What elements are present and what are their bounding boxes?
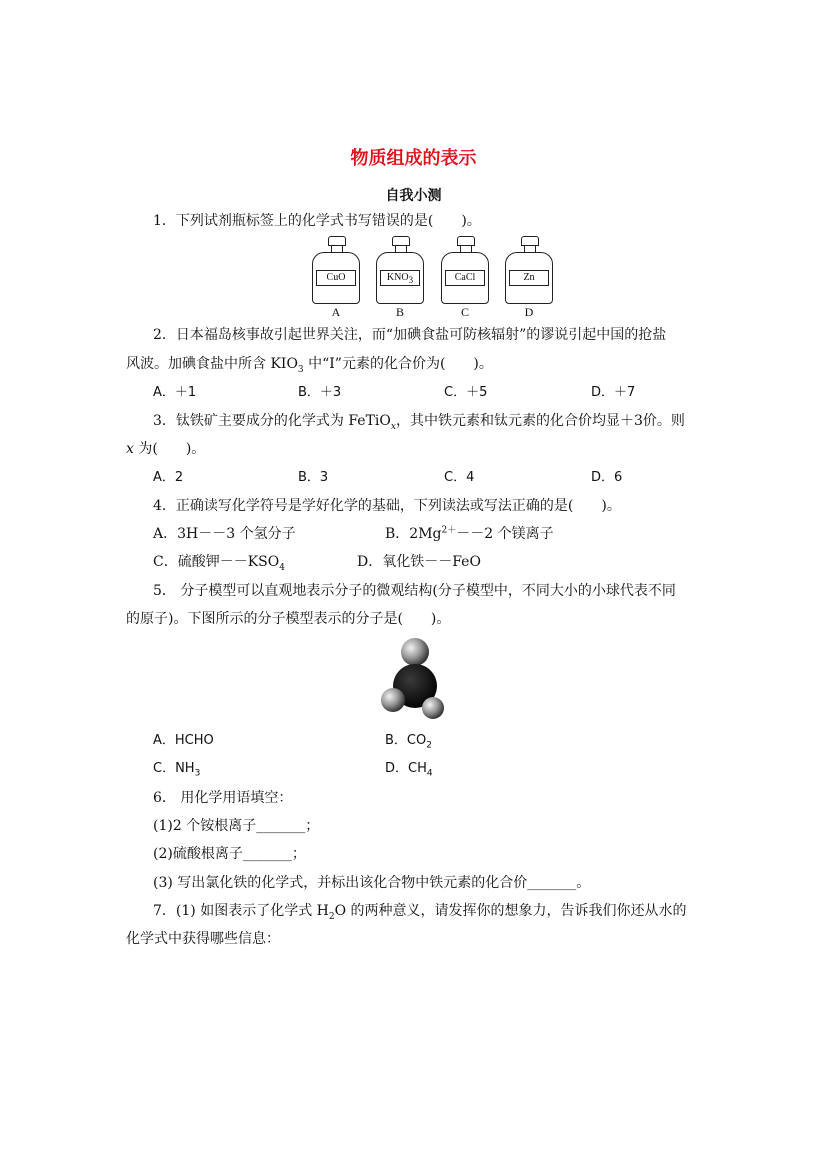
question-7-line1: 7．(1) 如图表示了化学式 $H_2O$ 的两种意义，请发挥你的想象力，告诉我们你还从水的 (153, 903, 687, 922)
q3-option-d: D．6 (591, 470, 623, 485)
bottle-label: CuO (316, 270, 356, 286)
q4-option-a: A．3H－－3 个氢分子 (153, 526, 296, 542)
q2-option-a: A．＋1 (153, 385, 197, 400)
q3-option-c: C．4 (444, 470, 475, 485)
bottle-letter: D (524, 305, 534, 319)
q5-option-d: D．$CH_4$ (385, 761, 433, 779)
question-1: 1．下列试剂瓶标签上的化学式书写错误的是( )。 (153, 213, 481, 229)
q3-option-a: A．2 (153, 470, 184, 485)
q5-option-a: A．HCHO (153, 733, 214, 748)
question-7-line2: 化学式中获得哪些信息： (126, 931, 280, 947)
q6-part-1: (1)2 个铵根离子_______； (153, 818, 320, 834)
q4-option-c: C．硫酸钾$--KSO_4$ (153, 554, 285, 573)
small-atom-left (381, 688, 405, 712)
question-4: 4．正确读写化学符号是学好化学的基础，下列读法或写法正确的是( )。 (153, 498, 621, 514)
q2-option-c: C．＋5 (444, 385, 488, 400)
question-3-line1: 3．钛铁矿主要成分的化学式为 FeTiO$_x$，其中铁元素和钛元素的化合价均显＋3价。则 (153, 413, 685, 432)
question-2-line1: 2．日本福岛核事故引起世界关注，而“加碘食盐可防核辐射”的谬说引起中国的抢盐 (153, 327, 667, 343)
question-5-line2: 的原子)。下图所示的分子模型表示的分子是( )。 (126, 611, 451, 627)
q2-option-b: B．＋3 (298, 385, 342, 400)
q5-option-c: C．$NH_3$ (153, 761, 201, 779)
question-2-line2: 风波。加碘食盐中所含 $KIO_3$ 中“I”元素的化合价为( )。 (126, 356, 493, 375)
q6-part-2: (2)硫酸根离子_______； (153, 846, 306, 862)
bottle-d (505, 236, 553, 318)
bottle-b (376, 236, 424, 318)
q3-option-b: B．3 (298, 470, 329, 485)
molecule-model-figure (378, 636, 448, 726)
bottle-letter: B (395, 305, 404, 319)
bottle-label: Zn (509, 270, 549, 286)
section-subtitle: 自我小测 (385, 188, 442, 204)
question-3-line2: x 为( )。 (126, 441, 206, 457)
bottle-letter: C (460, 305, 469, 319)
question-6: 6． 用化学用语填空： (153, 790, 293, 806)
q2-option-d: D．＋7 (591, 385, 636, 400)
q4-option-b: B．$2Mg^{2+}--2$ 个镁离子 (385, 525, 554, 542)
q4-option-d: D．氧化铁－－FeO (357, 554, 481, 570)
small-atom-top (401, 638, 429, 666)
bottle-letter: A (331, 305, 341, 319)
bottle-a (312, 236, 360, 318)
page-title: 物质组成的表示 (350, 148, 477, 169)
bottle-c (441, 236, 489, 318)
q6-part-3: (3) 写出氯化铁的化学式，并标出该化合物中铁元素的化合价_______。 (153, 875, 591, 891)
q5-option-b: B．$CO_2$ (385, 733, 432, 751)
bottle-label: $KNO_3$ (380, 270, 420, 286)
bottle-label: CaCl (445, 270, 485, 286)
small-atom-right (422, 697, 444, 719)
question-5-line1: 5． 分子模型可以直观地表示分子的微观结构(分子模型中，不同大小的小球代表不同 (153, 583, 676, 599)
